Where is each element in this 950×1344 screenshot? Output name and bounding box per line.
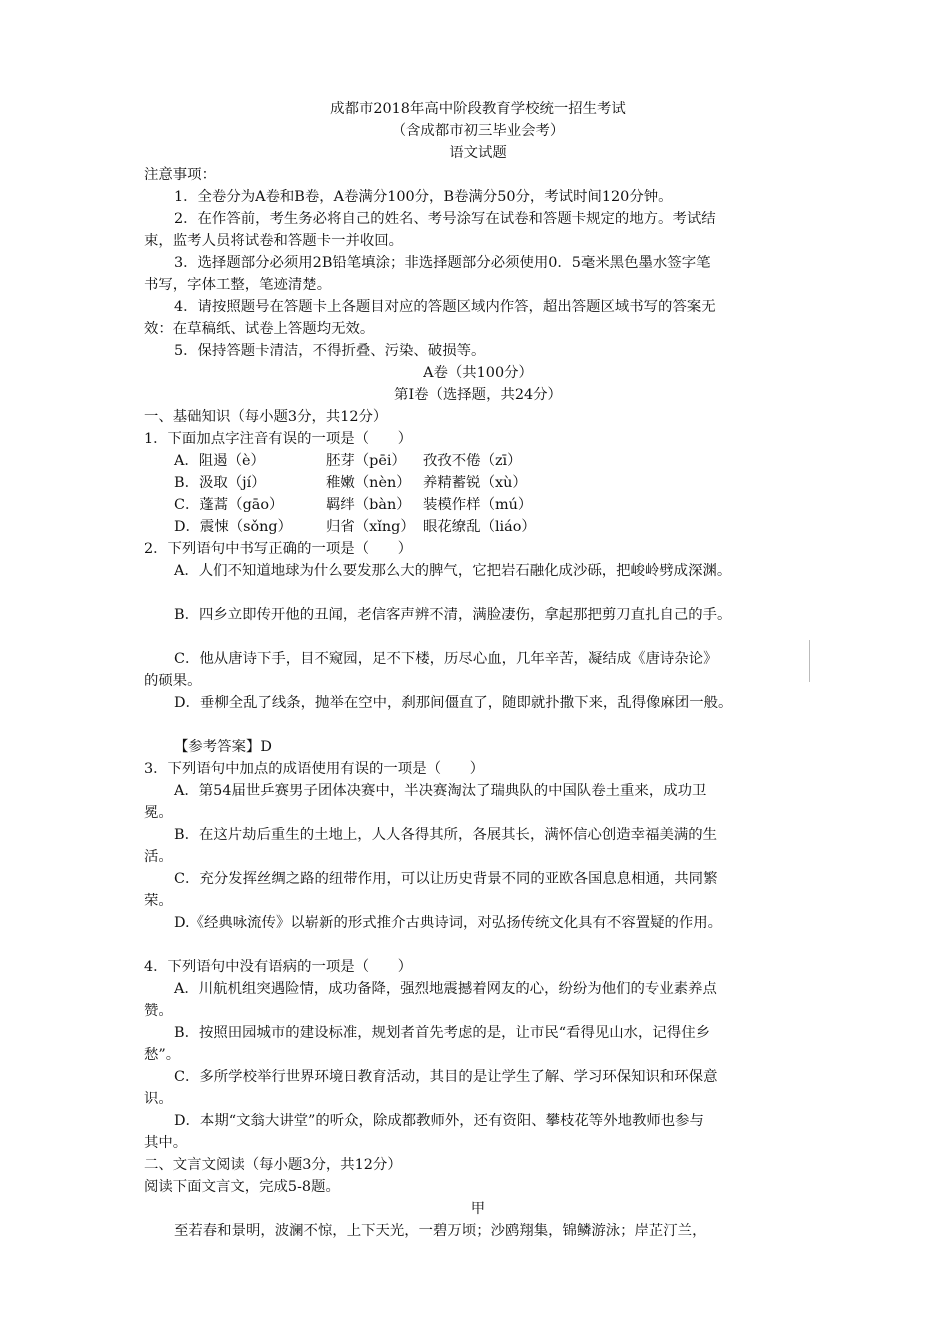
notice-item: 4．请按照题号在答题卡上各题目对应的答题区域内作答，超出答题区域书写的答案无: [174, 299, 716, 315]
a-juan-heading: A卷（共100分）: [423, 365, 533, 381]
part2-intro: 阅读下面文言文，完成5-8题。: [144, 1179, 340, 1195]
option-word: C．蓬蒿（gāo）: [174, 497, 284, 513]
subject-title: 语文试题: [449, 145, 507, 161]
option-word: 胚芽（pēi）: [326, 453, 406, 469]
q4-option-a: A．川航机组突遇险情，成功备降，强烈地震撼着网友的心，纷纷为他们的专业素养点: [174, 981, 717, 997]
margin-divider: [809, 640, 810, 682]
option-word: D．震悚（sǒng）: [174, 519, 293, 535]
q2-option-c: C．他从唐诗下手，目不窥园，足不下楼，历尽心血，几年辛苦，凝结成《唐诗杂论》: [174, 651, 718, 667]
notice-heading: 注意事项：: [144, 167, 216, 183]
q4-option-d-cont: 其中。: [144, 1135, 188, 1151]
exam-page: [144, 98, 812, 1242]
q2-option-a: A．人们不知道地球为什么要发那么大的脾气，它把岩石融化成沙砾，把峻岭劈成深渊。: [174, 563, 732, 579]
exam-title: 成都市2018年高中阶段教育学校统一招生考试: [330, 101, 626, 117]
passage-text: 至若春和景明，波澜不惊，上下天光，一碧万顷；沙鸥翔集，锦鳞游泳；岸芷汀兰，: [174, 1223, 707, 1239]
passage-label: 甲: [470, 1201, 486, 1217]
q4-stem: 4．下列语句中没有语病的一项是（ ）: [144, 959, 413, 975]
notice-item-cont: 束，监考人员将试卷和答题卡一并收回。: [144, 233, 404, 249]
q4-option-d: D．本期“文翁大讲堂”的听众，除成都教师外，还有资阳、攀枝花等外地教师也参与: [174, 1113, 704, 1129]
q4-option-b-cont: 愁”。: [144, 1047, 181, 1063]
option-word: 孜孜不倦（zī）: [423, 453, 522, 469]
q2-option-d: D．垂柳全乱了线条，抛举在空中，刹那间僵直了，随即就扑撒下来，乱得像麻团一般。: [174, 695, 733, 711]
notice-item: 1．全卷分为A卷和B卷，A卷满分100分，B卷满分50分，考试时间120分钟。: [174, 189, 673, 205]
notice-item: 2．在作答前，考生务必将自己的姓名、考号涂写在试卷和答题卡规定的地方。考试结: [174, 211, 716, 227]
q3-stem: 3．下列语句中加点的成语使用有误的一项是（ ）: [144, 761, 485, 777]
notice-item: 3．选择题部分必须用2B铅笔填涂；非选择题部分必须使用0．5毫米黑色墨水签字笔: [174, 255, 711, 271]
q3-option-c: C．充分发挥丝绸之路的纽带作用，可以让历史背景不同的亚欧各国息息相通，共同繁: [174, 871, 718, 887]
option-word: 稚嫩（nèn）: [326, 475, 411, 491]
q3-option-c-cont: 荣。: [144, 893, 173, 909]
q3-option-a: A．第54届世乒赛男子团体决赛中，半决赛淘汰了瑞典队的中国队卷土重来，成功卫: [174, 783, 707, 799]
exam-subtitle: （含成都市初三毕业会考）: [391, 123, 565, 139]
option-word: B．汲取（jí）: [174, 475, 266, 491]
option-word: 眼花缭乱（liáo）: [423, 519, 536, 535]
q4-option-c-cont: 识。: [144, 1091, 173, 1107]
notice-item-cont: 效：在草稿纸、试卷上答题均无效。: [144, 321, 375, 337]
q3-option-b-cont: 活。: [144, 849, 173, 865]
notice-item-cont: 书写，字体工整，笔迹清楚。: [144, 277, 332, 293]
part2-heading: 二、文言文阅读（每小题3分，共12分）: [144, 1157, 402, 1173]
q1-option-row: [144, 494, 812, 516]
q2-stem: 2．下列语句中书写正确的一项是（ ）: [144, 541, 413, 557]
part1-heading: 一、基础知识（每小题3分，共12分）: [144, 409, 388, 425]
q2-option-b: B．四乡立即传开他的丑闻，老信客声辨不清，满脸凄伤，拿起那把剪刀直扎自己的手。: [174, 607, 732, 623]
option-word: 归省（xǐng）: [326, 519, 415, 535]
option-word: A．阻遏（è）: [174, 453, 265, 469]
q3-option-d: D.《经典咏流传》以崭新的形式推介古典诗词，对弘扬传统文化具有不容置疑的作用。: [174, 915, 723, 931]
q1-option-row: [144, 450, 812, 472]
q3-option-a-cont: 冕。: [144, 805, 173, 821]
option-word: 装模作样（mú）: [423, 497, 533, 513]
reference-answer: 【参考答案】D: [174, 739, 272, 755]
q4-option-b: B．按照田园城市的建设标准，规划者首先考虑的是，让市民“看得见山水，记得住乡: [174, 1025, 710, 1041]
q4-option-a-cont: 赞。: [144, 1003, 173, 1019]
q3-option-b: B．在这片劫后重生的土地上，人人各得其所，各展其长，满怀信心创造幸福美满的生: [174, 827, 718, 843]
q1-option-row: [144, 516, 812, 538]
q1-stem: 1．下面加点字注音有误的一项是（ ）: [144, 431, 413, 447]
q1-option-row: [144, 472, 812, 494]
option-word: 养精蓄锐（xù）: [423, 475, 527, 491]
notice-item: 5．保持答题卡清洁，不得折叠、污染、破损等。: [174, 343, 486, 359]
q4-option-c: C．多所学校举行世界环境日教育活动，其目的是让学生了解、学习环保知识和环保意: [174, 1069, 718, 1085]
q2-option-c-cont: 的硕果。: [144, 673, 202, 689]
option-word: 羁绊（bàn）: [326, 497, 411, 513]
juan1-heading: 第Ⅰ卷（选择题，共24分）: [394, 387, 562, 403]
